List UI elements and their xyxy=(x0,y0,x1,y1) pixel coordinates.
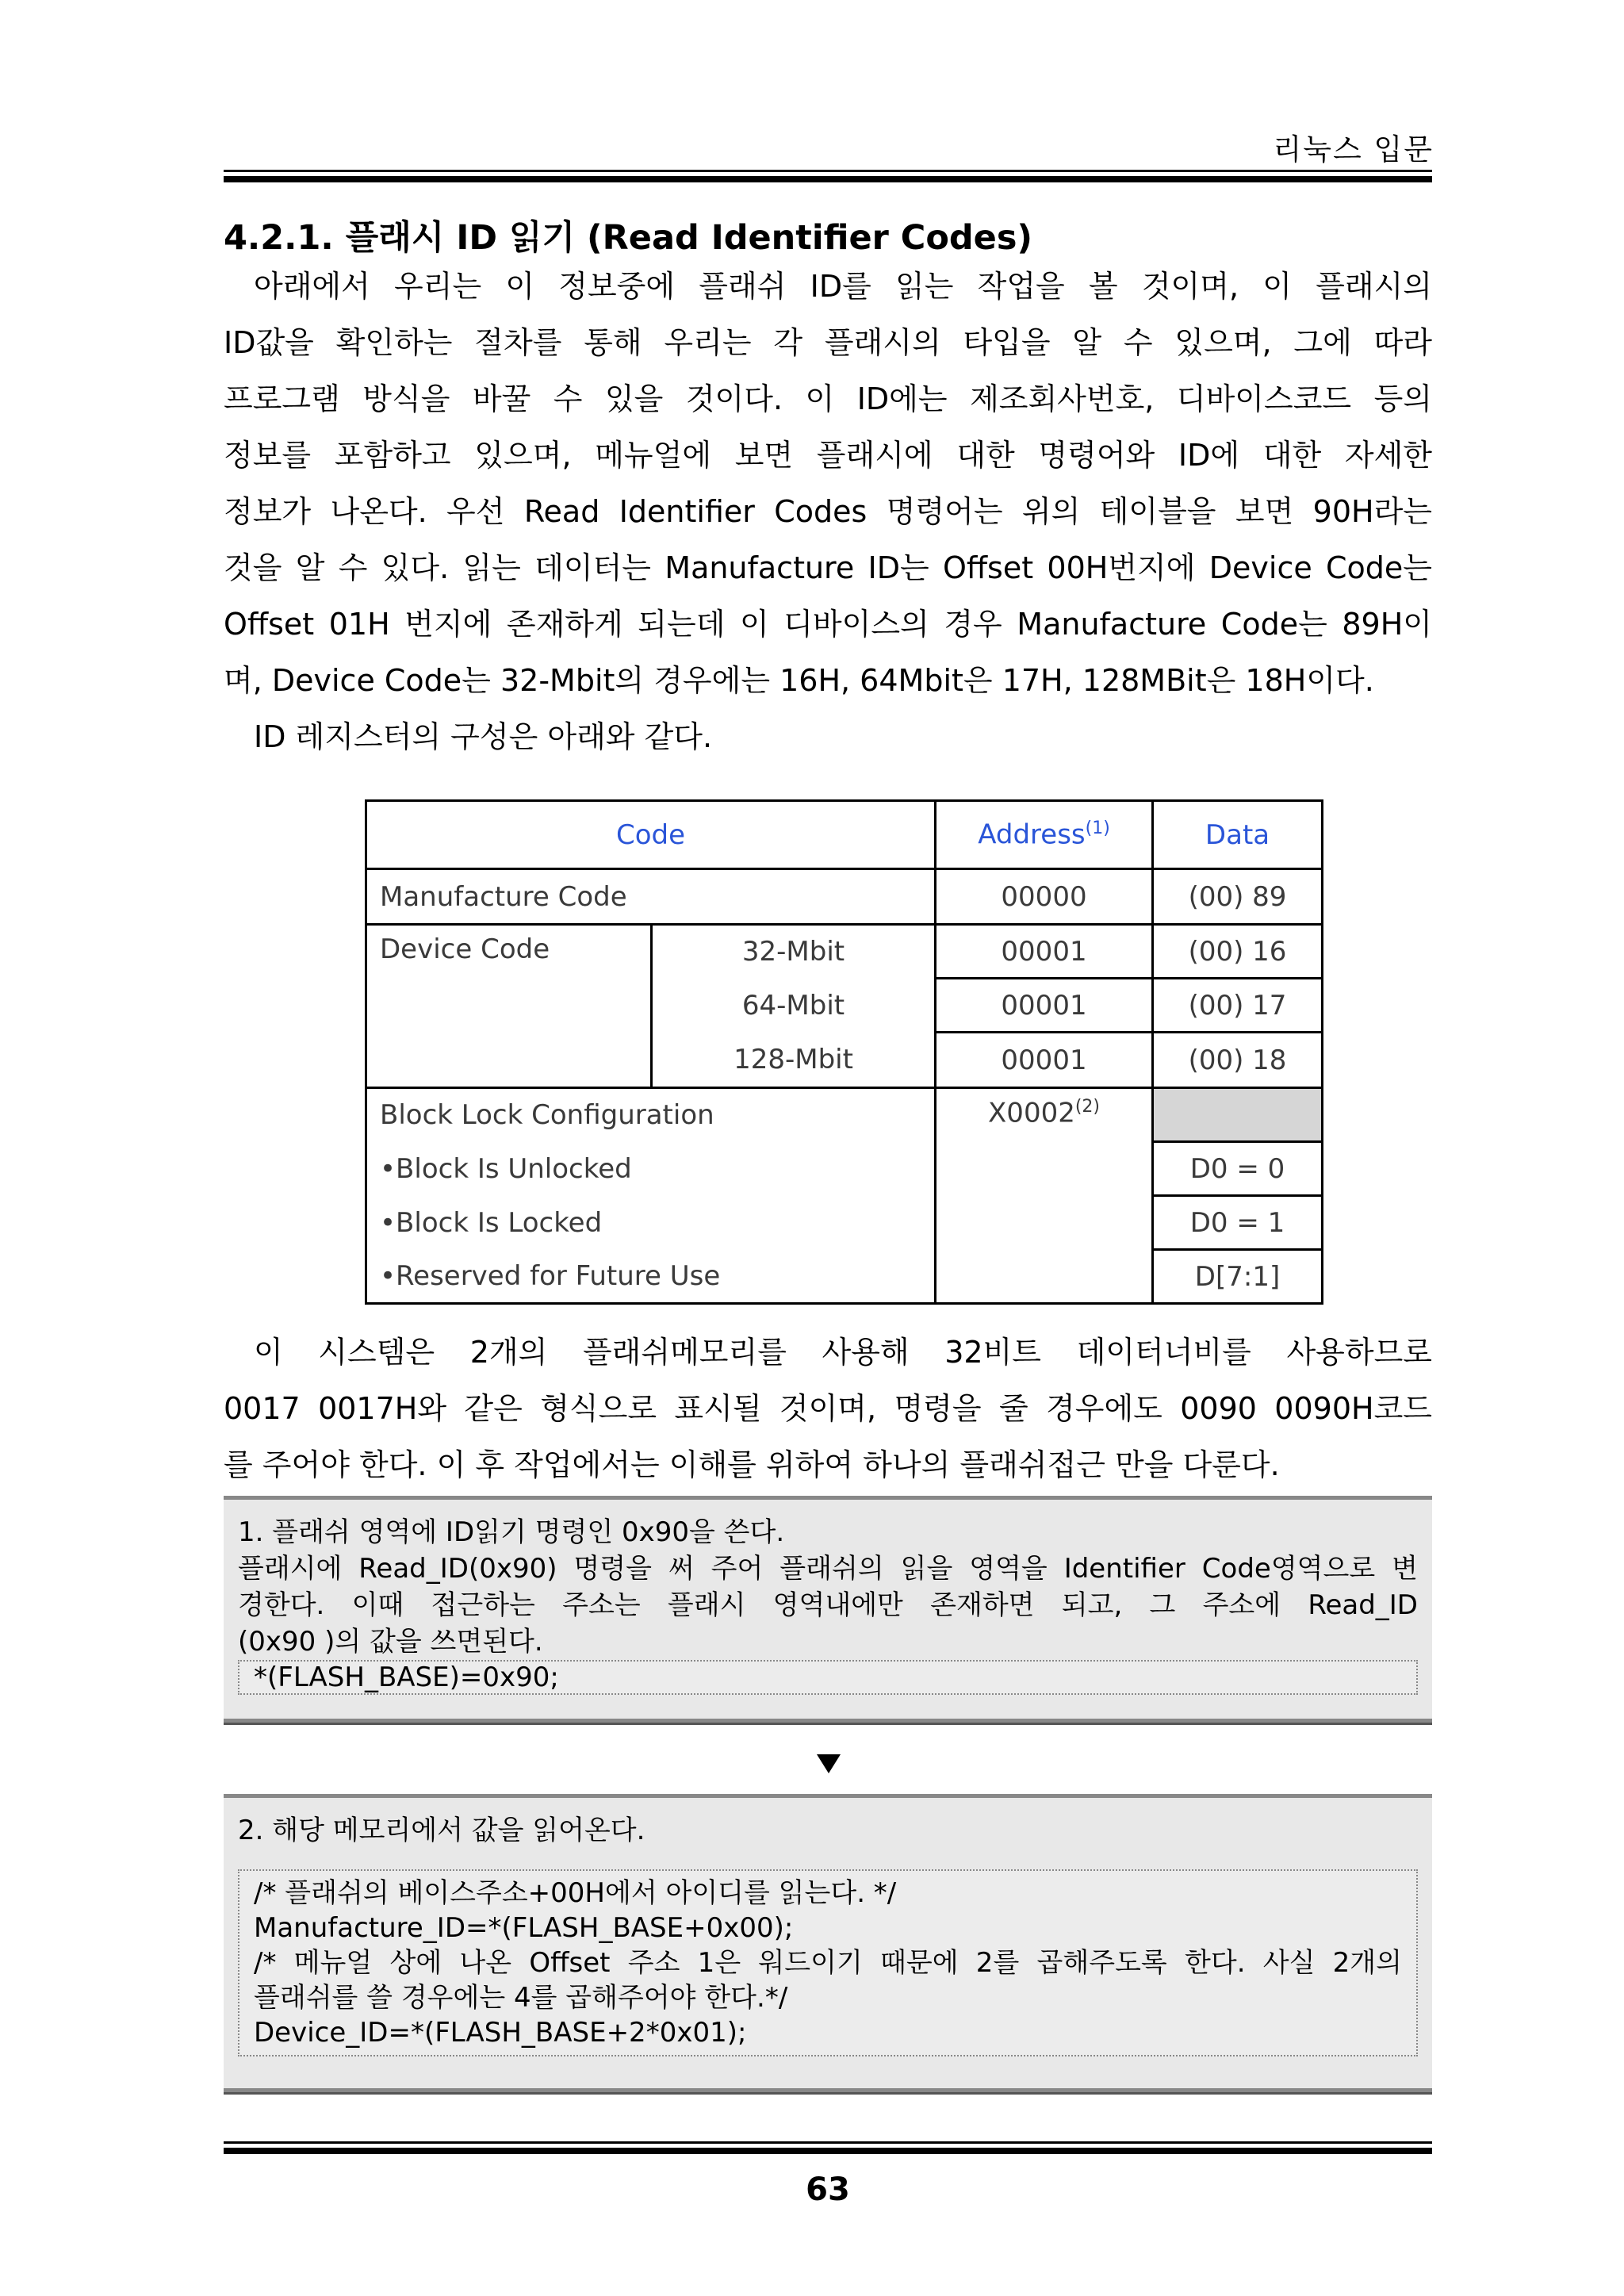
device-code-label: Device Code xyxy=(366,925,652,1088)
step1-text xyxy=(224,1500,1432,1660)
header-rule-thin xyxy=(224,170,1432,172)
code-line: Manufacture_ID=*(FLASH_BASE+0x00); xyxy=(254,1912,794,1944)
table-row xyxy=(366,1088,1323,1142)
block-lock-address: X0002$^{(2)}$ xyxy=(936,1088,1153,1304)
manufacture-address: 00000 xyxy=(936,869,1153,925)
text-line: 를 주어야 한다. 이 후 작업에서는 이해를 위하여 하나의 플래쉬접근 만을 다룬다. xyxy=(224,1447,1280,1482)
table-row xyxy=(366,925,1323,979)
header-address: Address$^{(1)}$ xyxy=(936,801,1153,869)
table-row xyxy=(366,1142,1323,1196)
running-title: 리눅스 입문 xyxy=(1273,132,1434,167)
device-data: (00) 17 xyxy=(1153,979,1323,1033)
step2-code xyxy=(238,1869,1418,2056)
code-line: /* 플래쉬의 베이스주소+00H에서 아이디를 읽는다. */ xyxy=(254,1877,897,1909)
footer-rule-thin xyxy=(224,2141,1432,2144)
text-line: 며, Device Code는 32-Mbit의 경우에는 16H, 64Mbit은 17H, 128MBit은 18H이다. xyxy=(224,663,1374,698)
block-lock-data: D0 = 1 xyxy=(1153,1196,1323,1250)
text-line: ID 레지스터의 구성은 아래와 같다. xyxy=(254,719,713,754)
header-data: Data xyxy=(1153,801,1323,869)
block-lock-data-empty xyxy=(1153,1088,1323,1142)
step2-box xyxy=(224,1794,1432,2092)
code-line: 플래쉬를 쓸 경우에는 4를 곱해주어야 한다.*/ xyxy=(254,1982,788,2014)
code-line: /* 메뉴얼 상에 나온 Offset 주소 1은 워드이기 때문에 2를 곱해주도록 한다. 사실 2개의 xyxy=(254,1947,1402,1979)
block-lock-item: •Reserved for Future Use xyxy=(366,1250,936,1304)
text-line: 프로그램 방식을 바꿀 수 있을 것이다. 이 ID에는 제조회사번호, 디바이스코드 등의 xyxy=(224,381,1432,416)
text-line: 이 시스템은 2개의 플래쉬메모리를 사용해 32비트 데이터너비를 사용하므로 xyxy=(254,1335,1432,1370)
device-data: (00) 18 xyxy=(1153,1033,1323,1088)
section-heading: 4.2.1. 플래시 ID 읽기 (Read Identifier Codes) xyxy=(224,218,1033,258)
step2-title: 2. 해당 메모리에서 값을 읽어온다. xyxy=(238,1815,645,1846)
manufacture-code-label: Manufacture Code xyxy=(366,869,936,925)
block-lock-label: Block Lock Configuration xyxy=(366,1088,936,1142)
id-register-table xyxy=(365,799,1323,1305)
device-size: 32-Mbit xyxy=(652,925,936,979)
table-row xyxy=(366,1250,1323,1304)
step1-line: 플래시에 Read_ID(0x90) 명령을 써 주어 플래쉬의 읽을 영역을 Identifier Code영역으로 변 xyxy=(238,1553,1418,1585)
after-table-paragraph xyxy=(224,1324,1432,1493)
device-address: 00001 xyxy=(936,925,1153,979)
block-lock-item: •Block Is Unlocked xyxy=(366,1142,936,1196)
step1-title: 1. 플래쉬 영역에 ID읽기 명령인 0x90을 쓴다. xyxy=(238,1516,785,1548)
device-size: 128-Mbit xyxy=(652,1033,936,1088)
device-address: 00001 xyxy=(936,1033,1153,1088)
code-line: Device_ID=*(FLASH_BASE+2*0x01); xyxy=(254,2017,747,2049)
header-code: Code xyxy=(366,801,936,869)
step1-line: (0x90 )의 값을 쓰면된다. xyxy=(238,1626,543,1658)
text-line: ID값을 확인하는 절차를 통해 우리는 각 플래시의 타입을 알 수 있으며, 그에 따라 xyxy=(224,325,1432,360)
block-lock-item: •Block Is Locked xyxy=(366,1196,936,1250)
device-address: 00001 xyxy=(936,979,1153,1033)
arrow-down-icon xyxy=(817,1754,841,1773)
text-line: 것을 알 수 있다. 읽는 데이터는 Manufacture ID는 Offset 00H번지에 Device Code는 xyxy=(224,550,1432,585)
intro-paragraph xyxy=(224,259,1432,765)
page-number: 63 xyxy=(806,2171,850,2208)
manufacture-data: (00) 89 xyxy=(1153,869,1323,925)
step1-box xyxy=(224,1496,1432,1723)
text-line: 정보가 나온다. 우선 Read Identifier Codes 명령어는 위의 테이블을 보면 90H라는 xyxy=(224,494,1432,529)
table-header-row xyxy=(366,801,1323,869)
header-rule-thick xyxy=(224,176,1432,182)
text-line: 아래에서 우리는 이 정보중에 플래쉬 ID를 읽는 작업을 볼 것이며, 이 플래시의 xyxy=(254,269,1432,304)
step1-line: 경한다. 이때 접근하는 주소는 플래시 영역내에만 존재하면 되고, 그 주소에 Read_ID xyxy=(238,1589,1418,1621)
text-line: 0017 0017H와 같은 형식으로 표시될 것이며, 명령을 줄 경우에도 0090 0090H코드 xyxy=(224,1391,1432,1426)
footer-rule-thick xyxy=(224,2148,1432,2154)
block-lock-data: D0 = 0 xyxy=(1153,1142,1323,1196)
block-lock-data: D[7:1] xyxy=(1153,1250,1323,1304)
table-row xyxy=(366,869,1323,925)
device-size: 64-Mbit xyxy=(652,979,936,1033)
table-row xyxy=(366,1196,1323,1250)
step1-code: *(FLASH_BASE)=0x90; xyxy=(238,1660,1418,1695)
device-data: (00) 16 xyxy=(1153,925,1323,979)
text-line: 정보를 포함하고 있으며, 메뉴얼에 보면 플래시에 대한 명령어와 ID에 대한 자세한 xyxy=(224,438,1432,473)
text-line: Offset 01H 번지에 존재하게 되는데 이 디바이스의 경우 Manufacture Code는 89H이 xyxy=(224,607,1432,642)
